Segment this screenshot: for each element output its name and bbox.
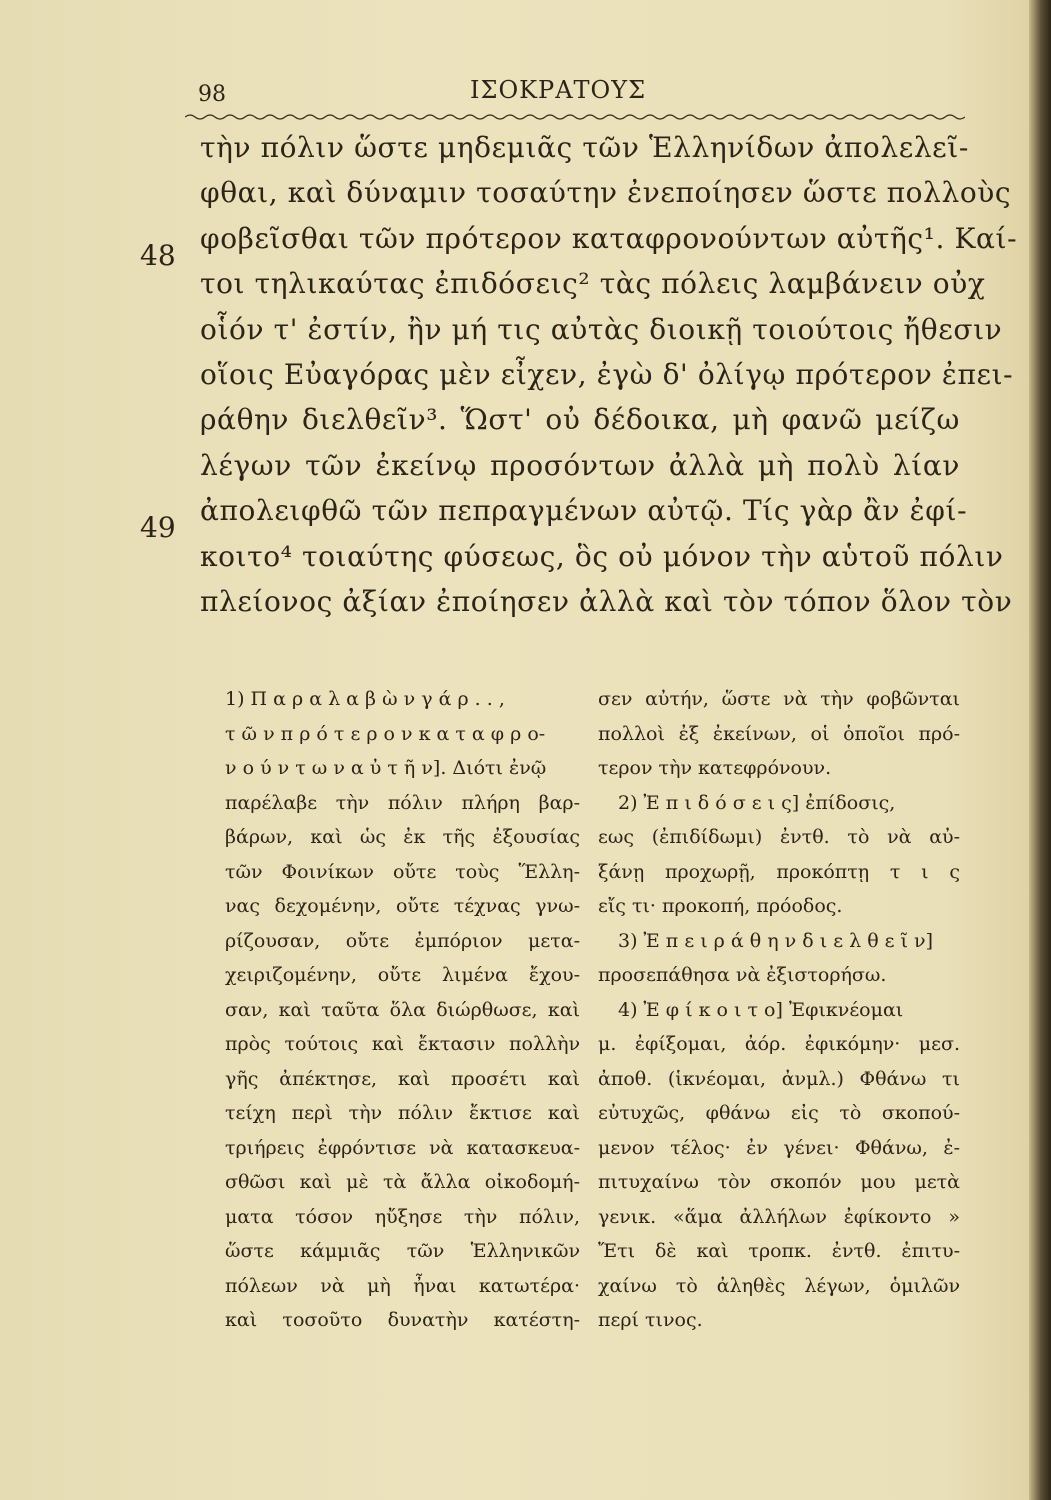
footnote-line: πολλοὶ ἐξ ἐκείνων, οἱ ὁποῖοι πρό- [598,722,960,745]
footnote-line: 3) Ἐ π ε ι ρ ά θ η ν δ ι ε λ θ ε ῖ ν] [618,929,934,952]
book-spine-shadow [1029,0,1051,1500]
footnote-line: εὐτυχῶς, φθάνω εἰς τὸ σκοπού- [598,1102,960,1124]
footnote-line: 1) Π α ρ α λ α β ὼ ν γ ά ρ . . , [225,688,505,710]
footnote-line: ν ο ύ ν τ ω ν α ὐ τ ῆ ν]. Διότι ἐνῷ [225,757,547,779]
section-number-49: 49 [140,511,176,544]
footnote-line: ἀποθ. (ἱκνέομαι, ἀνμλ.) Φθάνω τι [598,1067,960,1090]
footnote-line: ὥστε κάμμιᾶς τῶν Ἑλληνικῶν [225,1240,580,1262]
running-head: ΙΣΟΚΡΑΤΟΥΣ [470,76,647,104]
footnote-line: πιτυχαίνω τὸν σκοπόν μου μετὰ [598,1171,960,1193]
footnote-line: γενικ. «ἅμα ἀλλήλων ἐφίκοντο » [598,1205,960,1228]
main-text-line: κοιτο⁴ τοιαύτης φύσεως, ὃς οὐ μόνον τὴν αὑτοῦ πόλιν [200,539,1004,573]
footnote-line: ξάνῃ προχωρῇ, προκόπτῃ τ ι ς [598,860,960,883]
footnotes-left-column [225,682,580,1338]
page-header [170,70,960,110]
footnote-line: γῆς ἀπέκτησε, καὶ προσέτι καὶ [225,1067,580,1090]
main-text-line: λέγων τῶν ἐκείνῳ προσόντων ἀλλὰ μὴ πολὺ λίαν [200,448,960,482]
main-text-line: φοβεῖσθαι τῶν πρότερον καταφρονούντων αὐτῆς¹. Καί- [200,221,1018,255]
footnote-line: μενον τέλος· ἐν γένει· Φθάνω, ἐ- [598,1136,960,1159]
footnotes-right-column [598,682,960,1338]
main-text-line: οἷόν τ' ἐστίν, ἢν μή τις αὐτὰς διοικῇ τοιούτοις ἤθεσιν [200,312,1003,346]
main-text-line: ἀπολειφθῶ τῶν πεπραγμένων αὐτῷ. Τίς γὰρ ἂν ἐφί- [200,494,968,528]
footnote-line: μ. ἐφίξομαι, ἀόρ. ἐφικόμην· μεσ. [598,1033,960,1055]
header-wavy-rule [185,112,965,122]
footnote-line: νας δεχομένην, οὔτε τέχνας γνω- [225,895,580,917]
footnote-line: εἴς τι· προκοπή, πρόοδος. [598,895,843,917]
footnote-line: πρὸς τούτοις καὶ ἔκτασιν πολλὴν [225,1033,580,1055]
main-text-line: ράθην διελθεῖν³. Ὥστ' οὐ δέδοικα, μὴ φανῶ μείζω [200,403,960,437]
footnote-line: τ ῶ ν π ρ ό τ ε ρ ο ν κ α τ α φ ρ ο- [225,722,546,745]
footnote-line: σθῶσι καὶ μὲ τὰ ἄλλα οἰκοδομή- [225,1171,580,1193]
footnote-line: παρέλαβε τὴν πόλιν πλήρη βαρ- [225,791,580,814]
main-text-line: πλείονος ἀξίαν ἐποίησεν ἀλλὰ καὶ τὸν τόπον ὅλον τὸν [200,584,1013,618]
section-number-48: 48 [140,239,176,272]
footnote-line: ρίζουσαν, οὔτε ἐμπόριον μετα- [225,929,580,952]
main-text-block [200,125,1018,624]
main-text-line: τὴν πόλιν ὥστε μηδεμιᾶς τῶν Ἑλληνίδων ἀπολελεῖ- [200,131,969,164]
footnote-line: εως (ἐπιδίδωμι) ἐντθ. τὸ νὰ αὐ- [598,826,960,848]
main-text-line: οἵοις Εὐαγόρας μὲν εἶχεν, ἐγὼ δ' ὀλίγῳ πρότερον ἐπει- [200,357,1014,391]
footnote-line: ματα τόσον ηὔξησε τὴν πόλιν, [225,1205,580,1228]
page-number: 98 [198,82,226,107]
footnote-line: σεν αὐτήν, ὥστε νὰ τὴν φοβῶνται [598,688,960,710]
footnote-line: βάρων, καὶ ὡς ἐκ τῆς ἐξουσίας [225,826,580,848]
footnote-line: Ἔτι δὲ καὶ τροπκ. ἐντθ. ἐπιτυ- [598,1240,960,1262]
main-text-line: τοι τηλικαύτας ἐπιδόσεις² τὰς πόλεις λαμβάνειν οὐχ [200,267,986,301]
footnote-line: τριήρεις ἐφρόντισε νὰ κατασκευα- [225,1136,580,1159]
footnote-line: πόλεων νὰ μὴ ἦναι κατωτέρα· [225,1274,580,1297]
footnote-line: τῶν Φοινίκων οὔτε τοὺς Ἕλλη- [225,860,580,883]
footnote-line: τείχη περὶ τὴν πόλιν ἔκτισε καὶ [225,1102,580,1124]
footnote-line: καὶ τοσοῦτο δυνατὴν κατέστη- [225,1309,580,1331]
footnote-line: 2) Ἐ π ι δ ό σ ε ι ς] ἐπίδοσις, [618,791,896,814]
footnote-line: προσεπάθησα νὰ ἐξιστορήσω. [598,964,887,986]
main-text-line: φθαι, καὶ δύναμιν τοσαύτην ἐνεποίησεν ὥστε πολλοὺς [200,176,1012,210]
footnote-line: 4) Ἐ φ ί κ ο ι τ ο] Ἐφικνέομαι [618,998,904,1021]
footnote-line: χειριζομένην, οὔτε λιμένα ἔχου- [225,964,580,986]
footnote-line: τερον τὴν κατεφρόνουν. [598,757,832,779]
footnote-line: περί τινος. [598,1309,703,1331]
footnote-line: σαν, καὶ ταῦτα ὅλα διώρθωσε, καὶ [225,998,580,1021]
footnote-line: χαίνω τὸ ἀληθὲς λέγων, ὁμιλῶν [598,1274,960,1297]
